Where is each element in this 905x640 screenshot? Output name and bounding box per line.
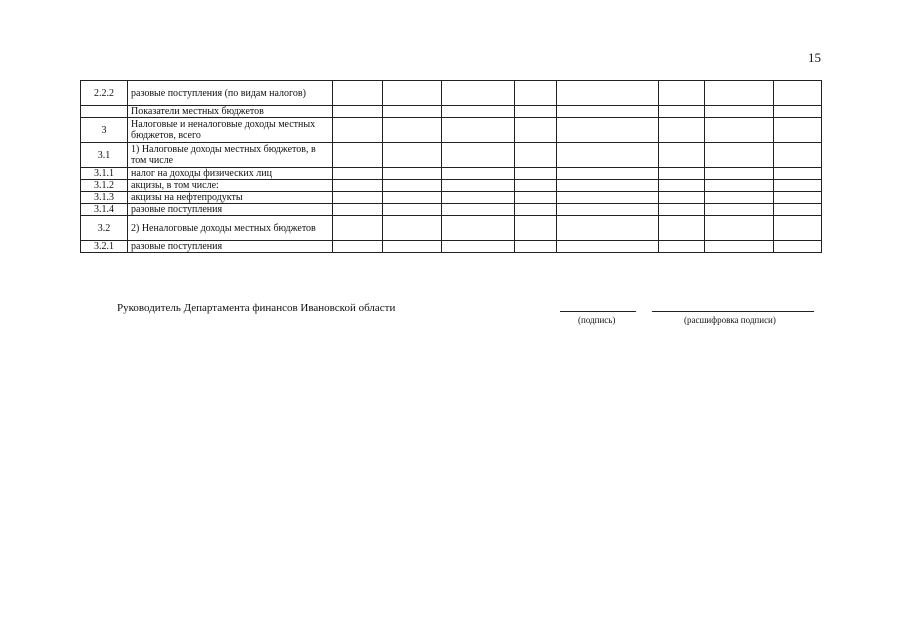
value-cell xyxy=(705,241,774,253)
row-name: разовые поступления xyxy=(128,204,333,216)
value-cell xyxy=(442,192,515,204)
value-cell xyxy=(383,118,442,143)
table-row xyxy=(81,216,822,241)
row-code: 3.2 xyxy=(81,216,128,241)
value-cell xyxy=(515,216,557,241)
value-cell xyxy=(515,180,557,192)
row-name: акцизы на нефтепродукты xyxy=(128,192,333,204)
value-cell xyxy=(333,106,383,118)
value-cell xyxy=(774,192,822,204)
table-row xyxy=(81,241,822,253)
value-cell xyxy=(442,241,515,253)
row-code: 3.1.1 xyxy=(81,168,128,180)
value-cell xyxy=(705,81,774,106)
value-cell xyxy=(442,204,515,216)
value-cell xyxy=(659,106,705,118)
value-cell xyxy=(333,118,383,143)
signature-caption: (подпись) xyxy=(578,315,616,325)
row-name: налог на доходы физических лиц xyxy=(128,168,333,180)
table-row xyxy=(81,81,822,106)
value-cell xyxy=(333,204,383,216)
value-cell xyxy=(442,143,515,168)
value-cell xyxy=(659,143,705,168)
value-cell xyxy=(705,168,774,180)
row-name: разовые поступления xyxy=(128,241,333,253)
value-cell xyxy=(774,216,822,241)
value-cell xyxy=(515,81,557,106)
row-code: 3.1 xyxy=(81,143,128,168)
value-cell xyxy=(774,143,822,168)
row-name: 1) Налоговые доходы местных бюджетов, в том числе xyxy=(128,143,333,168)
decoding-line xyxy=(652,311,814,312)
value-cell xyxy=(515,106,557,118)
value-cell xyxy=(774,180,822,192)
value-cell xyxy=(705,204,774,216)
value-cell xyxy=(557,216,659,241)
decoding-caption: (расшифровка подписи) xyxy=(684,315,776,325)
value-cell xyxy=(557,143,659,168)
value-cell xyxy=(774,241,822,253)
row-code: 3.2.1 xyxy=(81,241,128,253)
value-cell xyxy=(333,180,383,192)
value-cell xyxy=(333,241,383,253)
value-cell xyxy=(383,204,442,216)
value-cell xyxy=(659,192,705,204)
value-cell xyxy=(557,180,659,192)
row-code: 3.1.4 xyxy=(81,204,128,216)
value-cell xyxy=(557,192,659,204)
value-cell xyxy=(705,143,774,168)
value-cell xyxy=(557,168,659,180)
value-cell xyxy=(333,143,383,168)
value-cell xyxy=(383,216,442,241)
value-cell xyxy=(383,192,442,204)
value-cell xyxy=(442,180,515,192)
table-row xyxy=(81,192,822,204)
row-code: 3.1.3 xyxy=(81,192,128,204)
value-cell xyxy=(659,81,705,106)
value-cell xyxy=(333,192,383,204)
value-cell xyxy=(515,168,557,180)
signature-line xyxy=(560,311,636,312)
value-cell xyxy=(705,118,774,143)
value-cell xyxy=(442,118,515,143)
value-cell xyxy=(557,241,659,253)
table-row xyxy=(81,118,822,143)
table-row xyxy=(81,168,822,180)
page-number: 15 xyxy=(808,50,821,65)
value-cell xyxy=(442,81,515,106)
value-cell xyxy=(774,81,822,106)
row-name: разовые поступления (по видам налогов) xyxy=(128,81,333,106)
table-row xyxy=(81,204,822,216)
value-cell xyxy=(774,106,822,118)
value-cell xyxy=(705,192,774,204)
value-cell xyxy=(442,216,515,241)
value-cell xyxy=(383,106,442,118)
value-cell xyxy=(705,106,774,118)
value-cell xyxy=(515,192,557,204)
value-cell xyxy=(659,204,705,216)
value-cell xyxy=(557,81,659,106)
value-cell xyxy=(515,204,557,216)
table-body xyxy=(81,81,822,253)
value-cell xyxy=(515,143,557,168)
value-cell xyxy=(333,81,383,106)
footer-title: Руководитель Департамента финансов Ивановской области xyxy=(117,302,396,314)
value-cell xyxy=(515,241,557,253)
value-cell xyxy=(659,118,705,143)
table-row xyxy=(81,106,822,118)
row-code: 3 xyxy=(81,118,128,143)
value-cell xyxy=(383,241,442,253)
value-cell xyxy=(705,180,774,192)
value-cell xyxy=(383,168,442,180)
value-cell xyxy=(515,118,557,143)
value-cell xyxy=(557,204,659,216)
row-name: акцизы, в том числе: xyxy=(128,180,333,192)
value-cell xyxy=(333,168,383,180)
row-code xyxy=(81,106,128,118)
table-row xyxy=(81,180,822,192)
row-code: 2.2.2 xyxy=(81,81,128,106)
value-cell xyxy=(383,180,442,192)
row-name: Налоговые и неналоговые доходы местных бюджетов, всего xyxy=(128,118,333,143)
report-table xyxy=(80,80,822,253)
value-cell xyxy=(659,168,705,180)
value-cell xyxy=(659,180,705,192)
value-cell xyxy=(774,168,822,180)
value-cell xyxy=(383,81,442,106)
row-code: 3.1.2 xyxy=(81,180,128,192)
table-row xyxy=(81,143,822,168)
value-cell xyxy=(659,216,705,241)
value-cell xyxy=(557,106,659,118)
value-cell xyxy=(333,216,383,241)
value-cell xyxy=(442,168,515,180)
row-name: 2) Неналоговые доходы местных бюджетов xyxy=(128,216,333,241)
value-cell xyxy=(774,204,822,216)
value-cell xyxy=(557,118,659,143)
value-cell xyxy=(705,216,774,241)
value-cell xyxy=(774,118,822,143)
value-cell xyxy=(442,106,515,118)
value-cell xyxy=(659,241,705,253)
value-cell xyxy=(383,143,442,168)
row-name: Показатели местных бюджетов xyxy=(128,106,333,118)
